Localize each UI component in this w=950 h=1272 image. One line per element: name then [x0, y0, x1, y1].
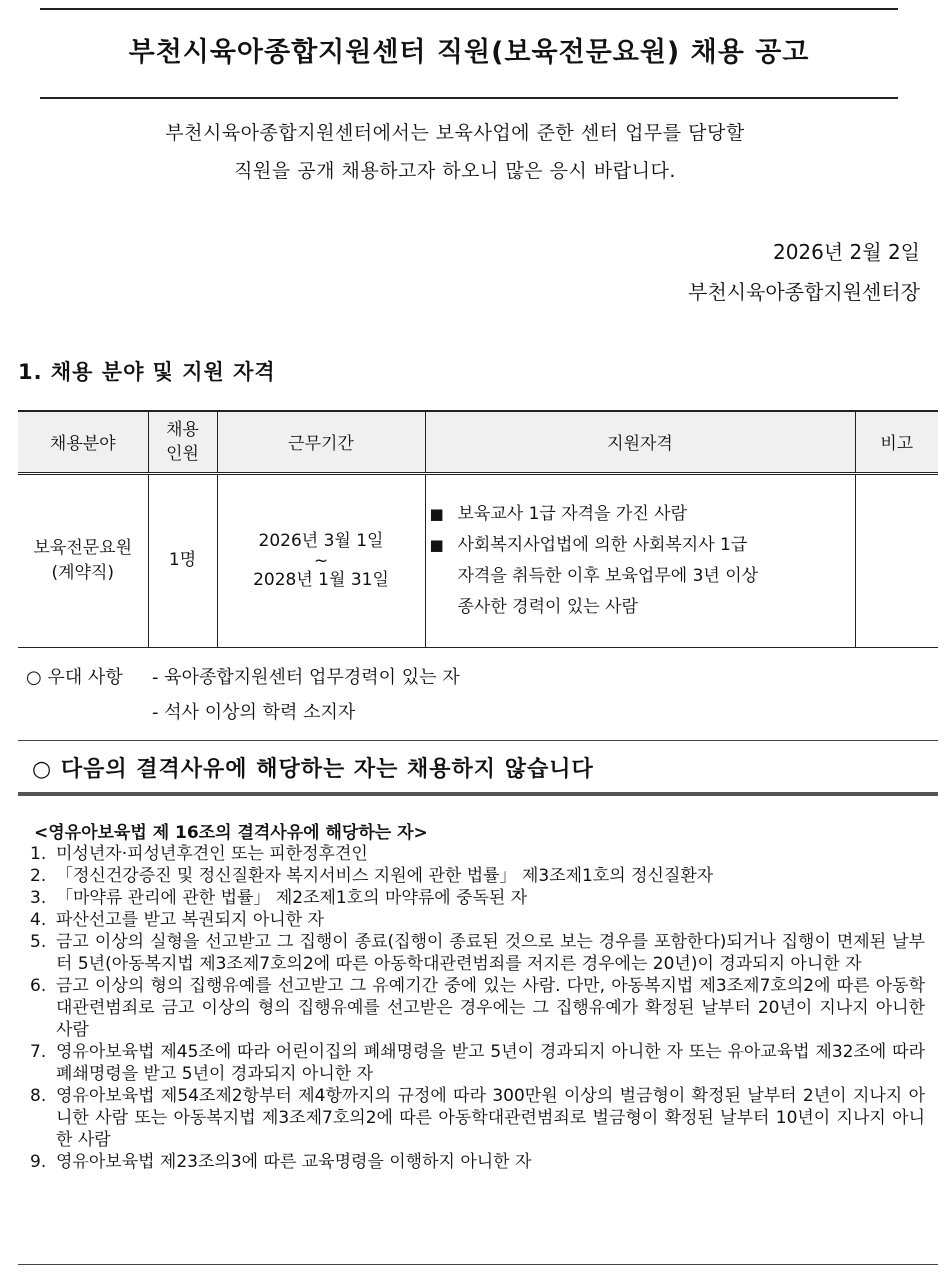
- list-item-text: 「정신건강증진 및 정신질환자 복지서비스 지원에 관한 법률」 제3조제1호의 정신질환자: [56, 866, 714, 886]
- document-title: 부천시육아종합지원센터 직원(보육전문요원) 채용 공고: [128, 37, 810, 68]
- list-item-text: 영유아보육법 제45조에 따라 어린이집의 폐쇄명령을 받고 5년이 경과되지 아니한 자 또는 유아교육법 제32조에 따라 폐쇄명령을 받고 5년이 경과되지 아니한 자: [56, 1042, 925, 1084]
- header-note: 비고: [855, 411, 938, 473]
- list-item: [30, 887, 925, 909]
- list-item-number: 4.: [30, 910, 47, 930]
- header-field: 채용분야: [18, 411, 148, 473]
- list-item-number: 7.: [30, 1042, 47, 1062]
- cell-qualification: [425, 473, 855, 647]
- recruitment-table: [18, 410, 938, 648]
- title-bottom-rule: [40, 97, 898, 99]
- square-bullet-icon: ■: [429, 535, 444, 554]
- cell-field: [18, 473, 148, 647]
- list-item-text: 「마약류 관리에 관한 법률」 제2조제1호의 마약류에 중독된 자: [56, 888, 528, 908]
- title-top-rule: [40, 8, 898, 10]
- table-header-row: [18, 411, 938, 473]
- field-line-1: 보육전문요원: [33, 537, 133, 558]
- section-heading-recruitment: 1. 채용 분야 및 지원 자격: [18, 360, 276, 384]
- disqualification-banner: [18, 740, 938, 796]
- header-count-line-2: 인원: [166, 443, 199, 464]
- header-count: [148, 411, 217, 473]
- list-item: [30, 1151, 925, 1173]
- list-item-text: 금고 이상의 형의 집행유예를 선고받고 그 유예기간 중에 있는 사람. 다만, 아동복지법 제3조제7호의2에 따른 아동학대관련범죄로 금고 이상의 형의 집행유예를 선고받은 경우에는 그 집행유예가 확정된 날부터 20년이 지나지 아니한 사람: [56, 976, 925, 1040]
- list-item-number: 9.: [30, 1152, 47, 1172]
- header-count-line-1: 채용: [166, 419, 199, 440]
- list-item-number: 3.: [30, 888, 47, 908]
- period-start: 2026년 3월 1일: [258, 530, 384, 551]
- list-item: [30, 843, 925, 865]
- period-separator: ~: [313, 550, 329, 571]
- list-item-text: 영유아보육법 제54조제2항부터 제4항까지의 규정에 따라 300만원 이상의 벌금형이 확정된 날부터 2년이 지나지 아니한 사람 또는 아동복지법 제3조제7호의2에 따른 아동학대관련범죄로 벌금형이 확정된 날부터 10년이 지나지 아니한 사람: [56, 1086, 925, 1150]
- intro-line-1: 부천시육아종합지원센터에서는 보육사업에 준한 센터 업무를 담당할: [165, 122, 745, 144]
- qualification-item-2: [430, 530, 855, 623]
- bottom-rule: [18, 1264, 938, 1265]
- list-item-text: 파산선고를 받고 복권되지 아니한 자: [56, 910, 324, 930]
- disqualification-list: [30, 843, 925, 1173]
- issuer-name: 부천시육아종합지원센터장: [688, 280, 920, 304]
- law-heading: <영유아보육법 제 16조의 결격사유에 해당하는 자>: [34, 823, 428, 843]
- list-item-number: 6.: [30, 976, 47, 996]
- list-item: [30, 1041, 925, 1085]
- cell-note: [855, 473, 938, 647]
- cell-period: [217, 473, 425, 647]
- list-item-number: 8.: [30, 1086, 47, 1106]
- period-end: 2028년 1월 31일: [253, 569, 389, 590]
- header-period: 근무기간: [217, 411, 425, 473]
- preference-item-2: - 석사 이상의 학력 소지자: [152, 702, 356, 723]
- list-item: [30, 975, 925, 1041]
- qualification-2-line-2: 자격을 취득한 이후 보육업무에 3년 이상: [457, 565, 759, 586]
- announcement-date: 2026년 2월 2일: [772, 240, 920, 264]
- qualification-2-line-3: 종사한 경력이 있는 사람: [457, 596, 638, 617]
- preference-line-2: [26, 697, 355, 729]
- list-item-number: 2.: [30, 866, 47, 886]
- list-item: [30, 865, 925, 887]
- preference-label: ○ 우대 사항: [26, 667, 123, 688]
- qualification-2-line-1: 사회복지사업법에 의한 사회복지사 1급: [457, 534, 748, 555]
- qualification-text-2: [458, 530, 855, 623]
- disqualification-title: ○ 다음의 결격사유에 해당하는 자는 채용하지 않습니다: [32, 757, 594, 782]
- qualification-text-1: 보육교사 1급 자격을 가진 사람: [457, 503, 687, 524]
- cell-count: 1명: [148, 473, 217, 647]
- list-item-text: 미성년자·피성년후견인 또는 피한정후견인: [56, 844, 368, 864]
- intro-line-2: 직원을 공개 채용하고자 하오니 많은 응시 바랍니다.: [234, 160, 676, 182]
- list-item-number: 5.: [30, 932, 47, 952]
- table-row: [18, 473, 938, 647]
- field-line-2: (계약직): [51, 562, 115, 583]
- qualification-item-1: [430, 499, 855, 530]
- list-item: [30, 1085, 925, 1151]
- preference-item-1: - 육아종합지원센터 업무경력이 있는 자: [152, 667, 460, 688]
- square-bullet-icon: ■: [429, 504, 444, 523]
- list-item-number: 1.: [30, 844, 47, 864]
- header-qualification: 지원자격: [425, 411, 855, 473]
- list-item: [30, 909, 925, 931]
- list-item: [30, 931, 925, 975]
- list-item-text: 영유아보육법 제23조의3에 따른 교육명령을 이행하지 아니한 자: [56, 1152, 532, 1172]
- list-item-text: 금고 이상의 실형을 선고받고 그 집행이 종료(집행이 종료된 것으로 보는 경우를 포함한다)되거나 집행이 면제된 날부터 5년(아동복지법 제3조제7호의2에 따른 아동학대관련범죄를 저지른 경우에는 20년)이 경과되지 아니한 자: [56, 932, 925, 974]
- preference-line-1: [26, 662, 460, 694]
